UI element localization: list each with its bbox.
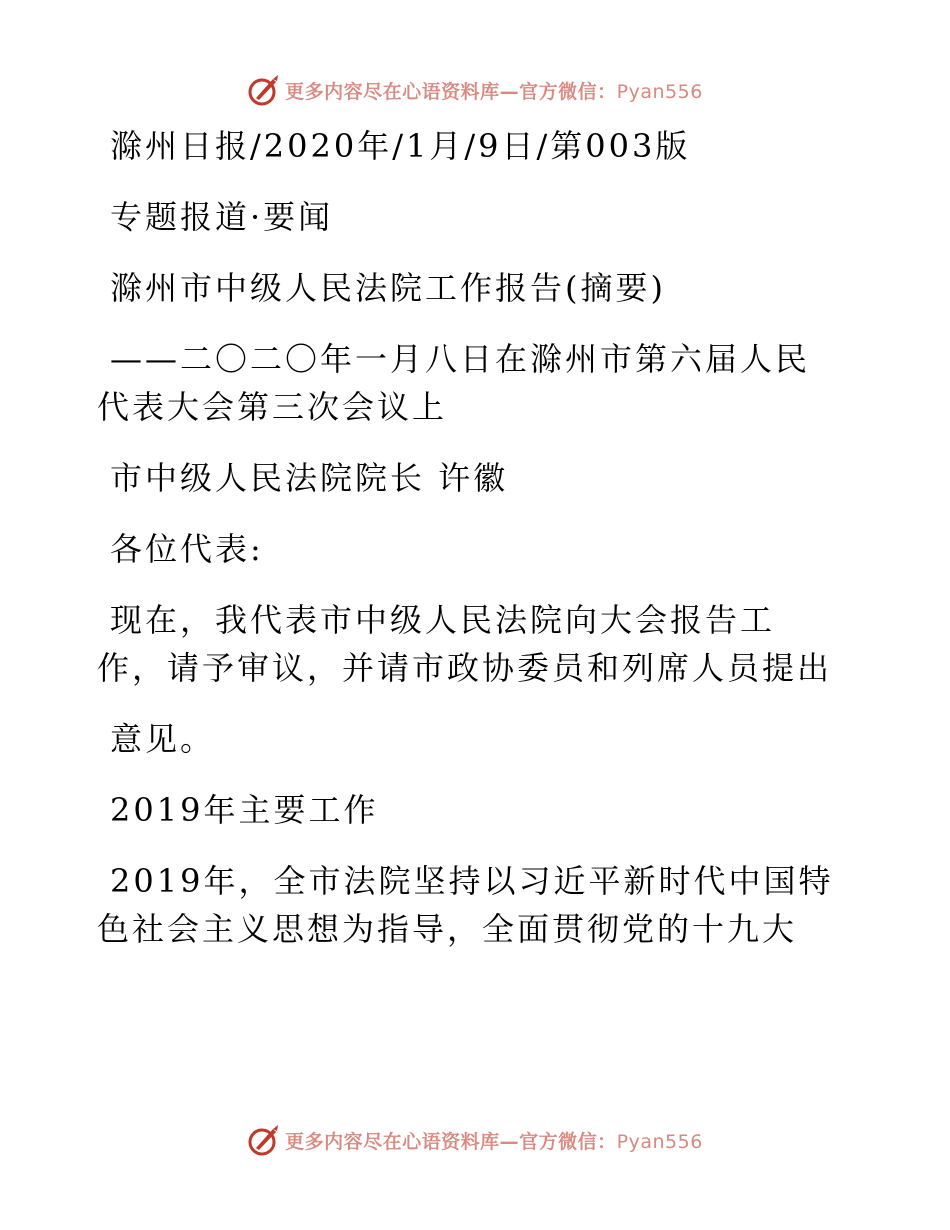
source-line: 滁州日报/2020年/1月/9日/第003版 bbox=[110, 127, 691, 165]
section-label: 专题报道·要闻 bbox=[110, 198, 334, 236]
quill-logo-icon bbox=[247, 73, 281, 107]
author-line: 市中级人民法院院长 许徽 bbox=[110, 459, 509, 497]
header-watermark bbox=[0, 70, 950, 110]
document-title: 滁州市中级人民法院工作报告(摘要) bbox=[110, 269, 666, 307]
body-paragraph: 现在，我代表市中级人民法院向大会报告工作，请予审议，并请市政协委员和列席人员提出 bbox=[97, 601, 833, 687]
footer-watermark bbox=[0, 1120, 950, 1160]
quill-logo-icon bbox=[247, 1123, 281, 1157]
body-paragraph: 2019年，全市法院坚持以习近平新时代中国特色社会主义思想为指导，全面贯彻党的十九大 bbox=[97, 862, 834, 948]
salutation: 各位代表: bbox=[110, 530, 264, 568]
watermark-text: 更多内容尽在心语资料库—官方微信：Pyan556 bbox=[285, 80, 703, 103]
document-subtitle: ——二〇二〇年一月八日在滁州市第六届人民代表大会第三次会议上 bbox=[97, 340, 811, 426]
document-body bbox=[97, 122, 837, 976]
section-heading: 2019年主要工作 bbox=[110, 791, 379, 829]
body-paragraph: 意见。 bbox=[110, 720, 216, 758]
watermark-text: 更多内容尽在心语资料库—官方微信：Pyan556 bbox=[285, 1130, 703, 1153]
